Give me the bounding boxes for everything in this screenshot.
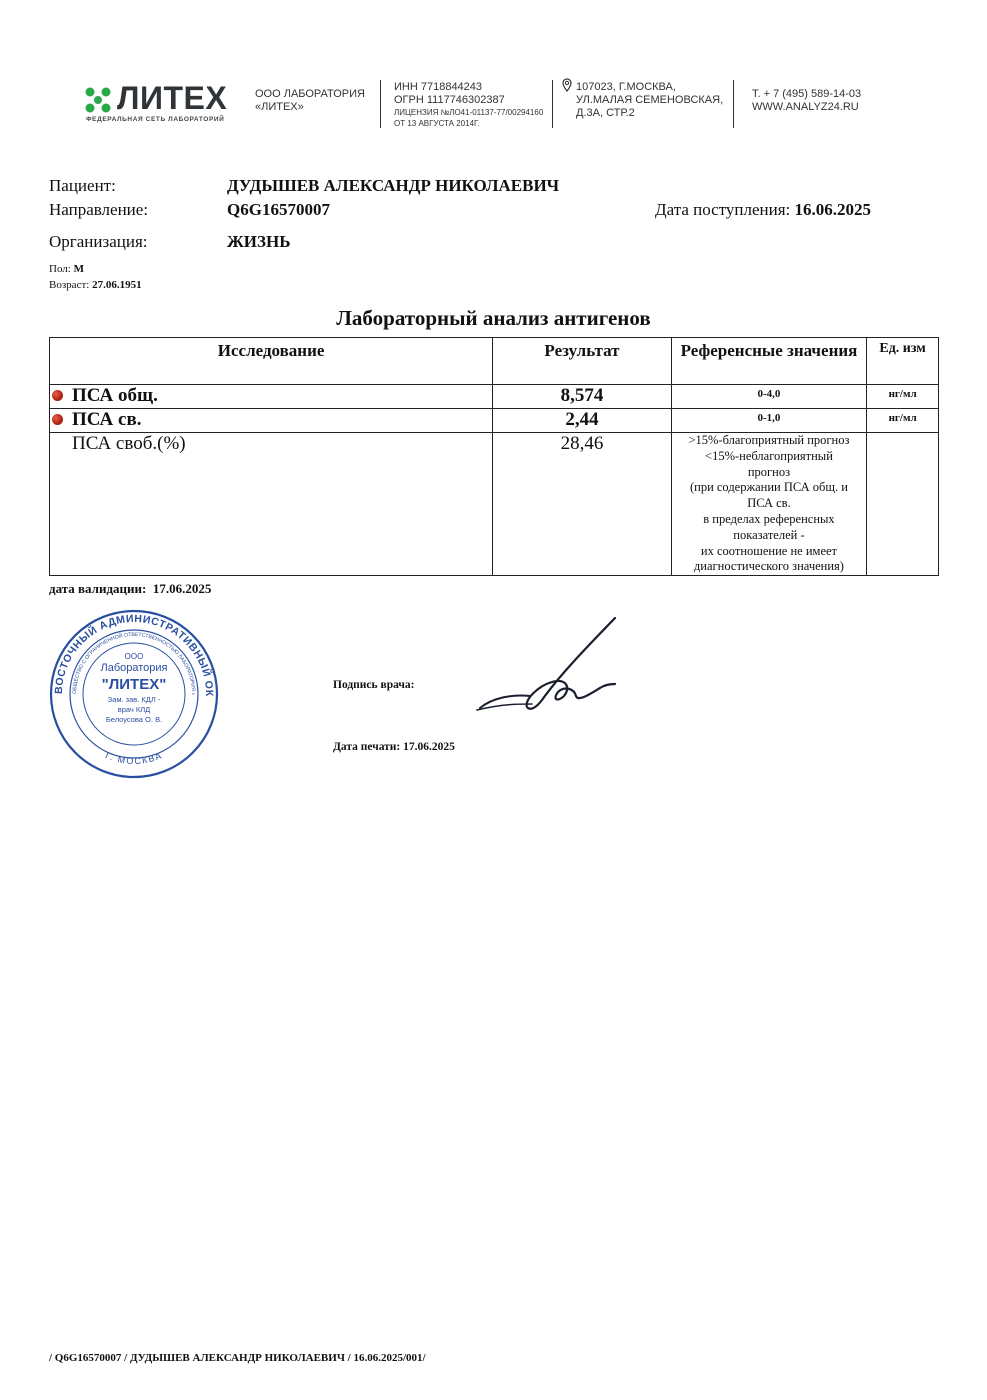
header-divider	[552, 80, 553, 128]
reference-range: 0-1,0	[671, 409, 867, 433]
column-header: Референсные значения	[671, 338, 867, 385]
unit: нг/мл	[867, 385, 939, 409]
org-name: ООО ЛАБОРАТОРИЯ «ЛИТЕХ»	[255, 88, 365, 113]
table-row	[50, 385, 939, 409]
print-date: Дата печати: 17.06.2025	[333, 741, 455, 753]
age-field: Возраст: 27.06.1951	[49, 279, 142, 291]
test-name: ПСА св.	[72, 409, 142, 430]
header-divider	[733, 80, 734, 128]
table-row	[50, 409, 939, 433]
svg-text:Зам. зав. КДЛ -: Зам. зав. КДЛ -	[107, 695, 161, 704]
stamp-city: Г. МОСКВА	[103, 750, 165, 767]
organization-label: Организация:	[49, 232, 148, 251]
phone: Т. + 7 (495) 589-14-03	[752, 88, 862, 100]
abnormal-flag-icon	[52, 414, 63, 425]
received-label: Дата поступления:	[655, 200, 791, 219]
column-header: Результат	[493, 338, 671, 385]
footer-reference: / Q6G16570007 / ДУДЫШЕВ АЛЕКСАНДР НИКОЛАЕВИЧ / 16.06.2025/001/	[49, 1352, 426, 1364]
test-name: ПСА своб.(%)	[72, 433, 186, 454]
signature-label: Подпись врача:	[333, 679, 415, 691]
patient-name: ДУДЫШЕВ АЛЕКСАНДР НИКОЛАЕВИЧ	[227, 176, 560, 195]
contacts	[752, 88, 861, 114]
logo-icon	[84, 86, 112, 114]
column-header: Ед. изм	[867, 338, 939, 385]
referral-code: Q6G16570007	[227, 200, 330, 219]
doctor-signature	[472, 612, 622, 722]
unit: нг/мл	[867, 409, 939, 433]
abnormal-flag-icon	[52, 390, 63, 401]
logo-subtitle: ФЕДЕРАЛЬНАЯ СЕТЬ ЛАБОРАТОРИЙ	[86, 116, 225, 123]
stamp-ring-text: ОБЩЕСТВО С ОГРАНИЧЕННОЙ ОТВЕТСТВЕННОСТЬЮ ЛАБОРАТОРИЯ «	[71, 631, 197, 696]
organization-value: ЖИЗНЬ	[227, 232, 291, 251]
svg-text:Лаборатория: Лаборатория	[100, 662, 168, 674]
registration-info: ИНН 7718844243 ОГРН 1117746302387 ЛИЦЕНЗИЯ №ЛО41-01137-77/00294160 ОТ 13 АВГУСТА 2014Г.	[394, 81, 544, 128]
location-pin-icon	[562, 78, 572, 97]
lab-stamp	[49, 609, 219, 784]
table-header-row	[50, 338, 939, 385]
reference-range: 0-4,0	[671, 385, 867, 409]
received-date: 16.06.2025	[794, 200, 872, 219]
test-result: 8,574	[493, 385, 671, 409]
svg-text:Белоусова О. В.: Белоусова О. В.	[105, 715, 163, 724]
svg-text:врач КЛД: врач КЛД	[117, 705, 151, 714]
test-result: 2,44	[493, 409, 671, 433]
stamp-outer-text: ВОСТОЧНЫЙ АДМИНИСТРАТИВНЫЙ ОК	[52, 612, 216, 697]
results-table	[49, 337, 939, 576]
address: 107023, Г.МОСКВА, УЛ.МАЛАЯ СЕМЕНОВСКАЯ, Д.3А, СТР.2	[576, 81, 724, 119]
column-header: Исследование	[50, 338, 493, 385]
sex-field: Пол: М	[49, 263, 84, 275]
website-link[interactable]: WWW.ANALYZ24.RU	[752, 101, 859, 113]
test-result: 28,46	[493, 433, 671, 576]
table-row	[50, 433, 939, 576]
svg-text:"ЛИТЕХ": "ЛИТЕХ"	[101, 676, 167, 693]
report-title: Лабораторный анализ антигенов	[336, 306, 651, 330]
svg-text:Г. МОСКВА	[104, 750, 164, 766]
logo-wordmark: ЛИТЕХ	[117, 80, 228, 116]
unit	[867, 433, 939, 576]
referral-label: Направление:	[49, 200, 149, 219]
validation-date: дата валидации: 17.06.2025	[49, 581, 212, 596]
svg-text:ООО: ООО	[124, 652, 144, 661]
header-divider	[380, 80, 381, 128]
patient-label: Пациент:	[49, 176, 116, 195]
interpretation-note: >15%-благоприятный прогноз <15%-неблагоприятный прогноз (при содержании ПСА общ. и ПСА св. в пределах референсных показателей - их соотношение не имеет диагностического значения)	[671, 433, 867, 576]
test-name: ПСА общ.	[72, 385, 158, 406]
received-date-field	[655, 200, 871, 220]
